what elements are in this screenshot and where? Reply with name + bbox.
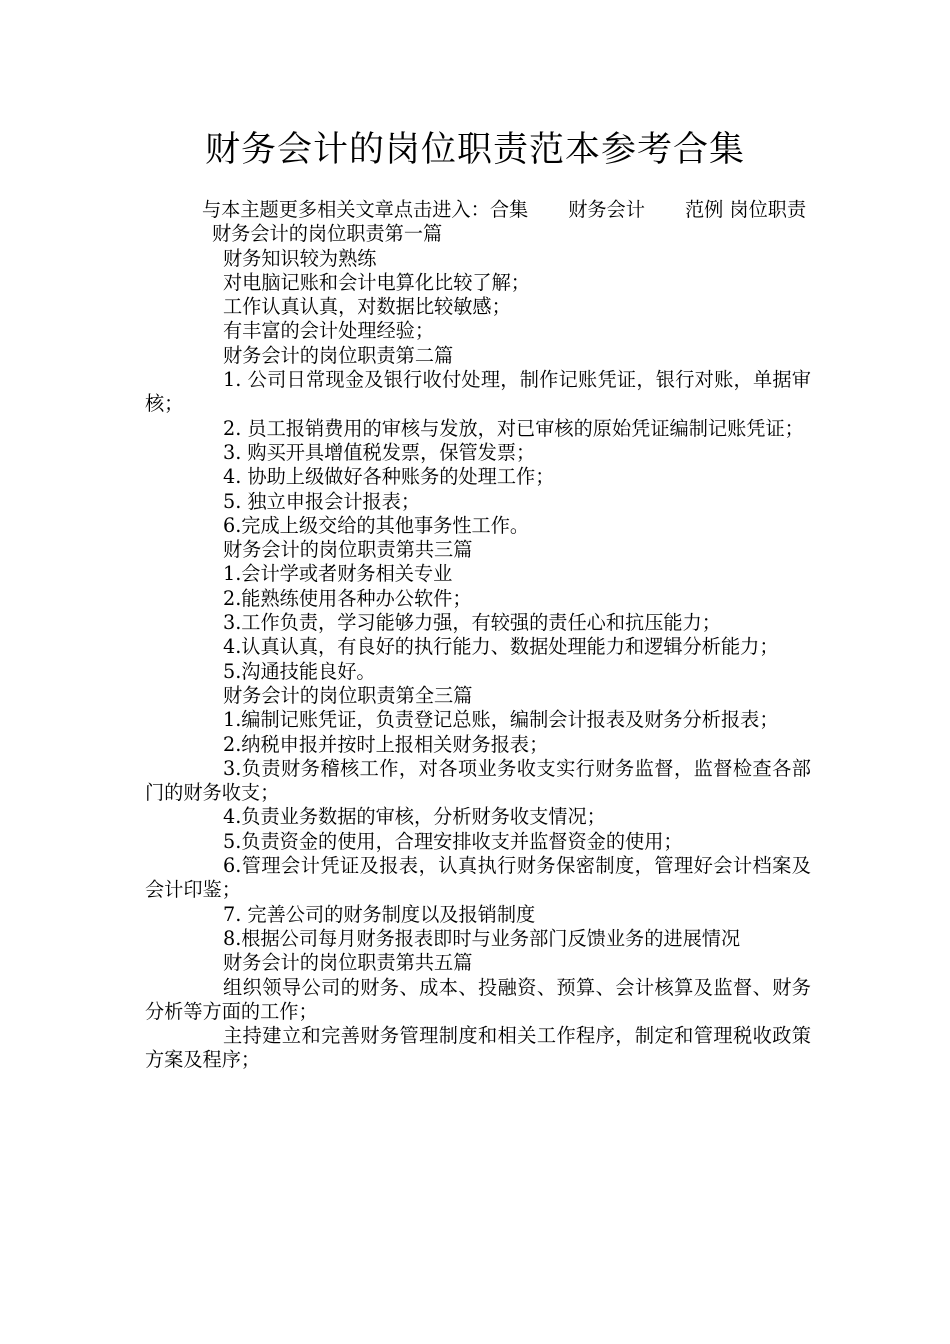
list-item: 5. 独立申报会计报表；: [223, 489, 421, 513]
list-item: 3.工作负责，学习能够力强，有较强的责任心和抗压能力；: [223, 611, 721, 635]
paragraph: 有丰富的会计处理经验；: [223, 319, 435, 343]
list-item: 1.会计学或者财务相关专业: [223, 562, 453, 586]
paragraph: 工作认真认真，对数据比较敏感；: [223, 295, 511, 319]
related-link-job-duties[interactable]: 岗位职责: [729, 198, 807, 221]
related-articles: [145, 198, 811, 222]
section-heading: 财务会计的岗位职责第共三篇: [223, 538, 473, 562]
related-prefix: 与本主题更多相关文章点击进入：: [202, 198, 490, 221]
section-heading: 财务会计的岗位职责第一篇: [212, 222, 443, 246]
list-item: 1.编制记账凭证，负责登记总账，编制会计报表及财务分析报表；: [223, 708, 779, 732]
section-heading: 财务会计的岗位职责第全三篇: [223, 683, 473, 707]
list-item: 5.负责资金的使用，合理安排收支并监督资金的使用；: [223, 829, 683, 853]
list-item: 2.能熟练使用各种办公软件；: [223, 586, 472, 610]
list-item: 8.根据公司每月财务报表即时与业务部门反馈业务的进展情况: [223, 926, 741, 950]
list-item: 7. 完善公司的财务制度以及报销制度: [223, 902, 536, 926]
list-item: 1. 公司日常现金及银行收付处理，制作记账凭证，银行对账，单据审核；: [145, 368, 811, 416]
list-item: 3. 购买开具增值税发票，保管发票；: [223, 440, 536, 464]
list-item: 4.负责业务数据的审核，分析财务收支情况；: [223, 805, 606, 829]
document-body: [145, 198, 811, 1073]
list-item: 5.沟通技能良好。: [223, 659, 376, 683]
paragraph: 组织领导公司的财务、成本、投融资、预算、会计核算及监督、财务分析等方面的工作；: [145, 975, 811, 1023]
list-item: 4.认真认真，有良好的执行能力、数据处理能力和逻辑分析能力；: [223, 635, 779, 659]
paragraph: 主持建立和完善财务管理制度和相关工作程序，制定和管理税收政策方案及程序；: [145, 1024, 811, 1072]
related-link-collection[interactable]: 合集: [489, 198, 529, 221]
list-item: 3.负责财务稽核工作，对各项业务收支实行财务监督，监督检查各部门的财务收支；: [145, 756, 811, 805]
list-item: 6.完成上级交给的其他事务性工作。: [223, 513, 530, 537]
section-heading: 财务会计的岗位职责第二篇: [223, 343, 454, 367]
related-link-examples[interactable]: 范例: [684, 198, 724, 221]
list-item: 4. 协助上级做好各种账务的处理工作；: [223, 465, 555, 489]
list-item: 6.管理会计凭证及报表，认真执行财务保密制度，管理好会计档案及会计印鉴；: [145, 854, 811, 902]
paragraph: 对电脑记账和会计电算化比较了解；: [223, 270, 530, 294]
list-item: 2. 员工报销费用的审核与发放，对已审核的原始凭证编制记账凭证；: [223, 416, 804, 440]
related-link-financial-accounting[interactable]: 财务会计: [568, 198, 645, 221]
list-item: 2.纳税申报并按时上报相关财务报表；: [223, 732, 549, 756]
section-heading: 财务会计的岗位职责第共五篇: [223, 951, 473, 975]
paragraph: 财务知识较为熟练: [223, 246, 377, 270]
page-title: 财务会计的岗位职责范本参考合集: [204, 130, 745, 170]
